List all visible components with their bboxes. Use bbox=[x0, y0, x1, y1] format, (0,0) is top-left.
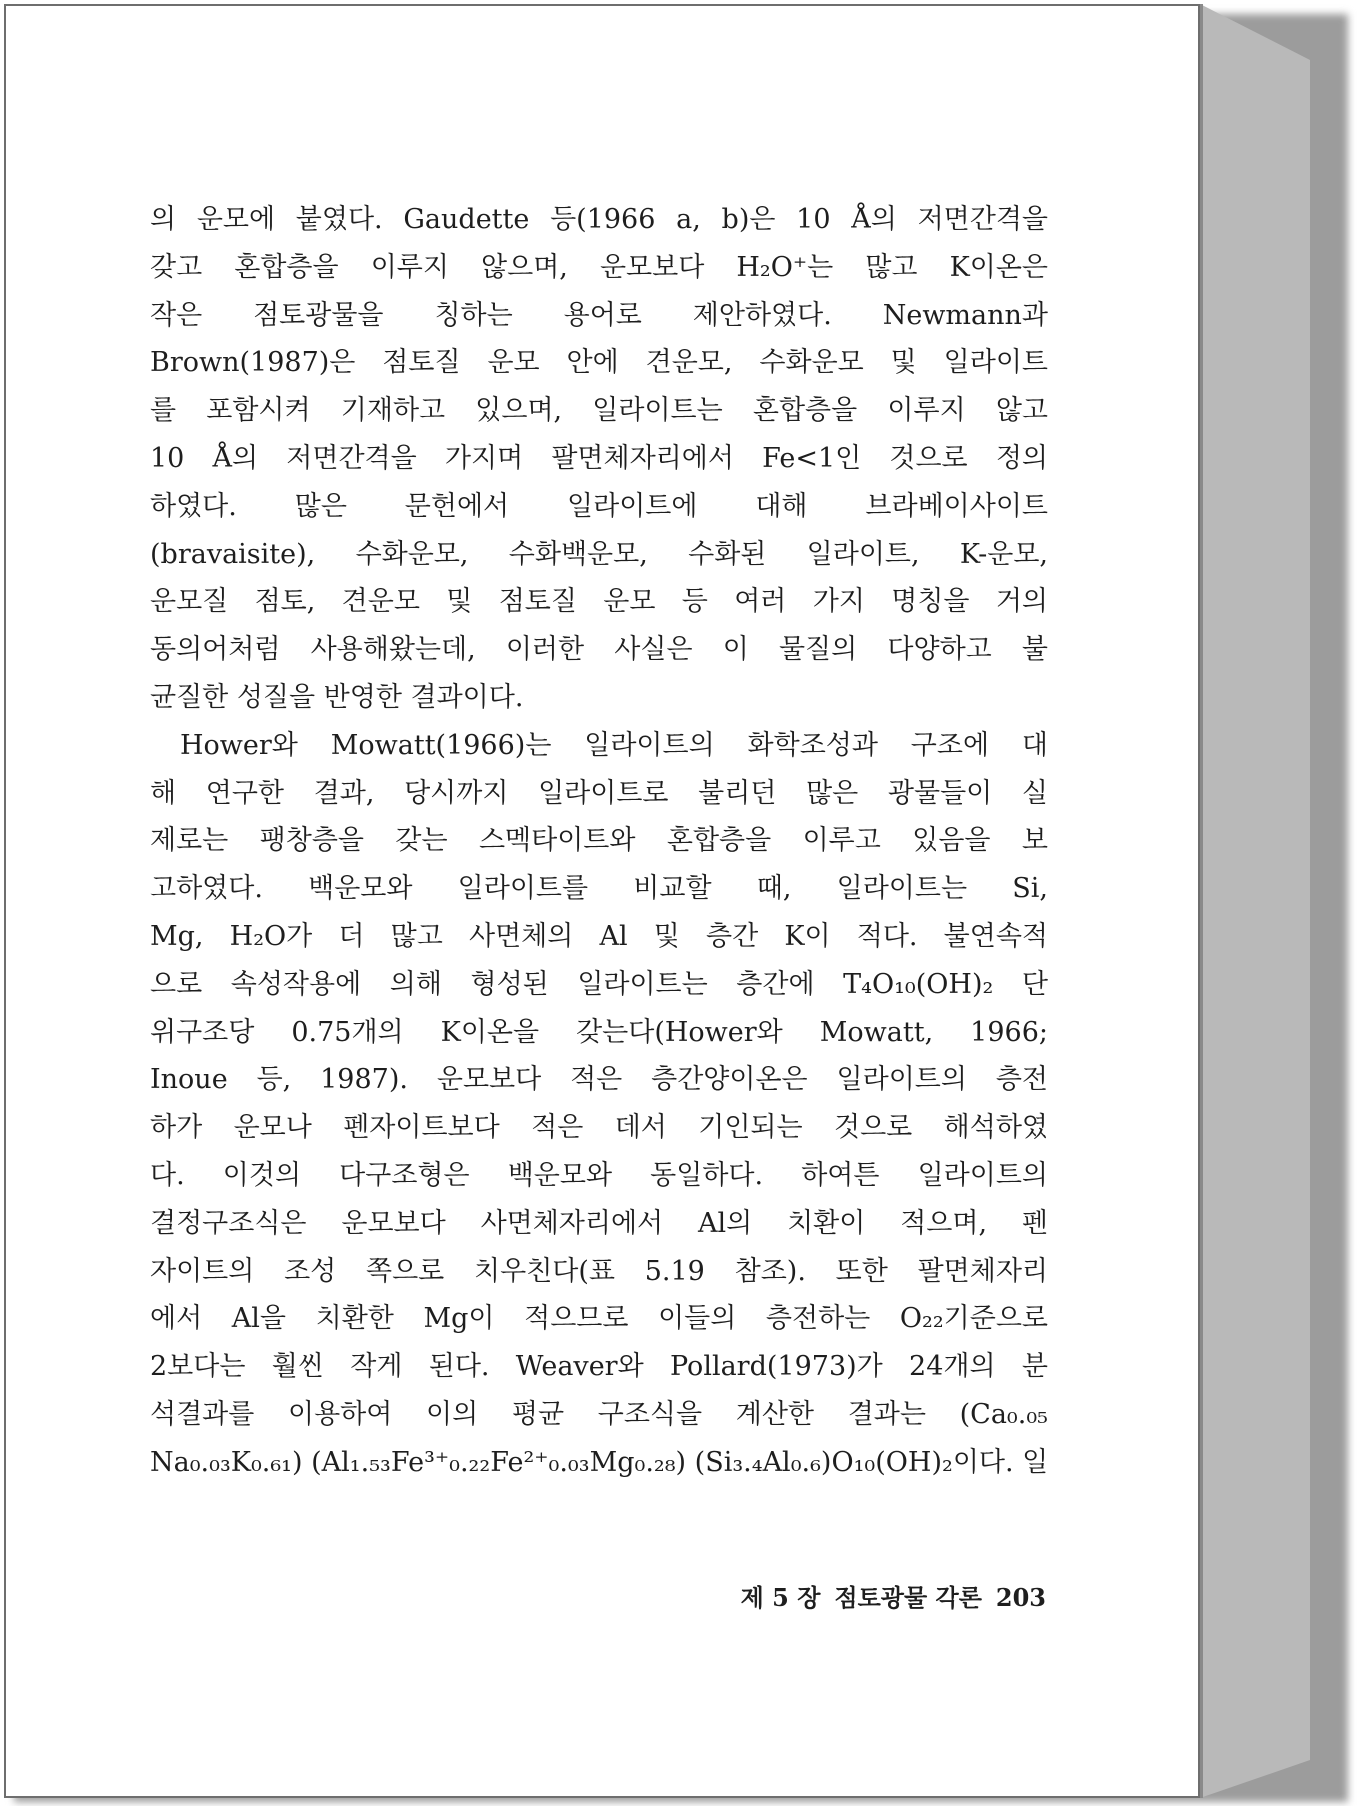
text-line: 다. 이것의 다구조형은 백운모와 동일하다. 하여튼 일라이트의 bbox=[150, 1159, 1048, 1191]
text-line-paragraph-end: 균질한 성질을 반영한 결과이다. bbox=[150, 681, 524, 713]
text-line: 동의어처럼 사용해왔는데, 이러한 사실은 이 물질의 다양하고 불 bbox=[150, 634, 1048, 666]
text-line: Na₀.₀₃K₀.₆₁) (Al₁.₅₃Fe³⁺₀.₂₂Fe²⁺₀.₀₃Mg₀.₂₈) (Si₃.₄Al₀.₆)O₁₀(OH)₂이다. 일 bbox=[150, 1446, 1048, 1478]
page-footer bbox=[700, 1578, 1046, 1613]
text-line: (bravaisite), 수화운모, 수화백운모, 수화된 일라이트, K-운모, bbox=[150, 538, 1048, 570]
footer-section-title: 점토광물 각론 bbox=[834, 1583, 982, 1612]
text-line: 10 Å의 저면간격을 가지며 팔면체자리에서 Fe<1인 것으로 정의 bbox=[150, 442, 1048, 474]
text-line: 결정구조식은 운모보다 사면체자리에서 Al의 치환이 적으며, 펜 bbox=[150, 1207, 1048, 1239]
page-edge-stack bbox=[1200, 4, 1310, 1798]
text-line: 해 연구한 결과, 당시까지 일라이트로 불리던 많은 광물들이 실 bbox=[150, 777, 1048, 809]
footer-chapter: 제 5 장 bbox=[740, 1583, 821, 1612]
text-line: Brown(1987)은 점토질 운모 안에 견운모, 수화운모 및 일라이트 bbox=[150, 347, 1048, 379]
text-line: 를 포함시켜 기재하고 있으며, 일라이트는 혼합층을 이루지 않고 bbox=[150, 395, 1048, 427]
text-line: 석결과를 이용하여 이의 평균 구조식을 계산한 결과는 (Ca₀.₀₅ bbox=[150, 1398, 1048, 1430]
body-text bbox=[150, 196, 1048, 1487]
text-line: 하였다. 많은 문헌에서 일라이트에 대해 브라베이사이트 bbox=[150, 490, 1048, 522]
text-line: 2보다는 훨씬 작게 된다. Weaver와 Pollard(1973)가 24개의 분 bbox=[150, 1351, 1048, 1383]
text-line: Mg, H₂O가 더 많고 사면체의 Al 및 층간 K이 적다. 불연속적 bbox=[150, 920, 1048, 952]
text-line: 고하였다. 백운모와 일라이트를 비교할 때, 일라이트는 Si, bbox=[150, 873, 1048, 905]
page-edge-line bbox=[1200, 4, 1203, 1798]
text-line: 하가 운모나 펜자이트보다 적은 데서 기인되는 것으로 해석하였 bbox=[150, 1112, 1048, 1144]
text-line: 운모질 점토, 견운모 및 점토질 운모 등 여러 가지 명칭을 거의 bbox=[150, 586, 1048, 618]
text-line: 위구조당 0.75개의 K이온을 갖는다(Hower와 Mowatt, 1966; bbox=[150, 1016, 1048, 1048]
text-line: Inoue 등, 1987). 운모보다 적은 층간양이온은 일라이트의 층전 bbox=[150, 1064, 1048, 1096]
text-line: 갖고 혼합층을 이루지 않으며, 운모보다 H₂O⁺는 많고 K이온은 bbox=[150, 251, 1048, 283]
text-line: 제로는 팽창층을 갖는 스멕타이트와 혼합층을 이루고 있음을 보 bbox=[150, 825, 1048, 857]
text-line: 으로 속성작용에 의해 형성된 일라이트는 층간에 T₄O₁₀(OH)₂ 단 bbox=[150, 968, 1048, 1000]
text-line: 의 운모에 붙였다. Gaudette 등(1966 a, b)은 10 Å의 저면간격을 bbox=[150, 204, 1048, 235]
text-line: 에서 Al을 치환한 Mg이 적으므로 이들의 층전하는 O₂₂기준으로 bbox=[150, 1303, 1048, 1335]
page-number: 203 bbox=[995, 1583, 1046, 1612]
text-line-paragraph-start: Hower와 Mowatt(1966)는 일라이트의 화학조성과 구조에 대 bbox=[180, 729, 1048, 761]
text-line: 자이트의 조성 쪽으로 치우친다(표 5.19 참조). 또한 팔면체자리 bbox=[150, 1255, 1048, 1287]
text-line: 작은 점토광물을 칭하는 용어로 제안하였다. Newmann과 bbox=[150, 299, 1048, 331]
